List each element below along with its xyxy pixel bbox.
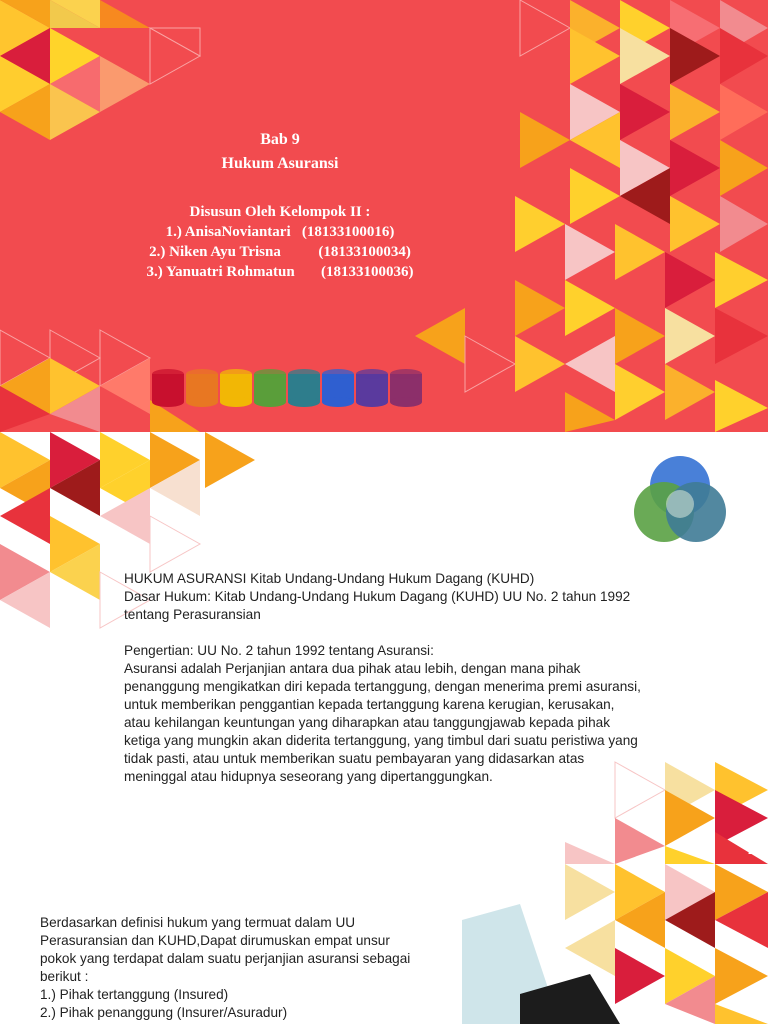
legal-basis: Dasar Hukum: Kitab Undang-Undang Hukum Dagang (KUHD) UU No. 2 tahun 1992 tentang Perasuransian [124, 589, 631, 622]
content-slide [0, 432, 768, 864]
title-block [100, 128, 460, 176]
venn-diagram-icon [630, 452, 730, 548]
color-cylinders-decoration [150, 368, 430, 408]
author-nim: (18133100036) [320, 264, 414, 280]
list-item: 1.) Pihak tertanggung (Insured) [40, 987, 229, 1002]
cylinder-shape [186, 369, 218, 407]
author-nim: (18133100034) [318, 244, 411, 260]
author-row [100, 262, 460, 282]
author-name: 2.) Niken Ayu Trisna [149, 244, 281, 260]
definition-heading: Pengertian: UU No. 2 tahun 1992 tentang Asuransi: [124, 643, 434, 658]
definition-text: Asuransi adalah Perjanjian antara dua pihak atau lebih, dengan mana pihak penanggung mengikatkan diri kepada tertanggung, dengan menerima premi asuransi, untuk memberikan penggantian kepada tertanggung karena kerugian, kerusakan, atau kehilangan keuntungan yang diharapkan atau tanggungjawab kepada pihak ketiga yang mungkin akan diderita tertanggung, yang timbul dari suatu peristiwa yang tidak pasti, atau untuk memberikan suatu pembayaran yang didasarkan atas meninggal atau hidupnya seseorang yang dipertanggungkan. [124, 661, 641, 784]
cylinder-shape [254, 369, 286, 407]
cylinder-shape [220, 369, 252, 407]
cylinder-shape [356, 369, 388, 407]
intro-text: Berdasarkan definisi hukum yang termuat dalam UU Perasuransian dan KUHD,Dapat dirumuskan empat unsur pokok yang terdapat dalam suatu perjanjian asuransi sebagai berikut : [40, 915, 411, 984]
authors-subtitle: Disusun Oleh Kelompok II : [189, 204, 371, 220]
author-nim: (18133100016) [301, 224, 395, 240]
slide3-body [40, 914, 420, 1022]
author-row [100, 242, 460, 262]
title-slide [0, 0, 768, 432]
page-number: 2 [748, 842, 755, 857]
list-item: 2.) Pihak penanggung (Insurer/Asuradur) [40, 1005, 288, 1020]
cylinder-shape [288, 369, 320, 407]
cylinder-shape [152, 369, 184, 407]
slide-body [124, 570, 644, 786]
author-name: 3.) Yanuatri Rohmatun [146, 264, 295, 280]
chapter-label: Bab 9 [260, 131, 300, 148]
author-name: 1.) AnisaNoviantari [165, 224, 291, 240]
slide-title: Hukum Asuransi [221, 155, 339, 172]
authors-block [100, 202, 460, 282]
author-row [100, 222, 460, 242]
law-title: HUKUM ASURANSI Kitab Undang-Undang Hukum Dagang (KUHD) [124, 571, 535, 586]
cylinder-shape [322, 369, 354, 407]
content-slide-2 [0, 864, 768, 1024]
cylinder-shape [390, 369, 422, 407]
